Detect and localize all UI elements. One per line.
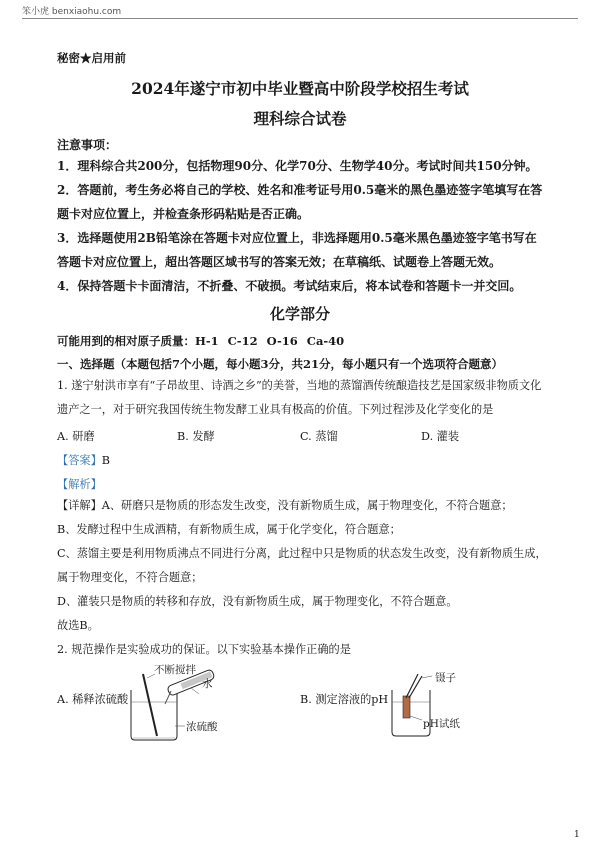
q2-option-a: A. 稀释浓硫酸: [57, 693, 129, 706]
q1-answer: [57, 452, 110, 468]
label-acid: 浓硫酸: [186, 721, 218, 733]
secret-label: 秘密★启用前: [57, 51, 126, 65]
q1-option-a: A. 研磨: [57, 430, 95, 443]
section-head: 一、选择题（本题包括7个小题，每小题3分，共21分，每小题只有一个选项符合题意）: [57, 357, 504, 371]
detail-a-text: A、研磨只是物质的形态发生改变，没有新物质生成，属于物理变化，不符合题意；: [101, 499, 513, 512]
mass-ca: Ca-40: [306, 334, 345, 348]
mass-o: O-16: [266, 334, 298, 348]
q1-detail-b: B、发酵过程中生成酒精，有新物质生成，属于化学变化，符合题意；: [57, 523, 401, 536]
header-rule: [22, 18, 578, 19]
analysis-tag: 【解析】: [57, 478, 102, 491]
q1-option-d: D. 灌装: [421, 430, 460, 443]
q1-detail-d: D、灌装只是物质的转移和存放，没有新物质生成，属于物理变化，不符合题意。: [57, 595, 458, 608]
label-ph-paper: pH试纸: [423, 718, 460, 730]
mass-h: H-1: [195, 334, 219, 348]
section-title: 化学部分: [269, 305, 330, 323]
answer-tag: 【答案】: [57, 454, 102, 467]
q1-option-c: C. 蒸馏: [300, 430, 338, 443]
q1-detail-c: C、蒸馏主要是利用物质沸点不同进行分离，此过程中只是物质的状态发生改变，没有新物质生成，属于物理变化，不符合题意；: [57, 547, 547, 584]
watermark: 笨小虎 benxiaohu.com: [22, 7, 122, 17]
q1-detail-a: [57, 494, 547, 518]
label-water: 水: [202, 678, 213, 690]
q2-stem: 2. 规范操作是实验成功的保证。以下实验基本操作正确的是: [57, 643, 351, 656]
q1-option-b: B. 发酵: [177, 430, 215, 443]
notice-item-3: 3．选择题使用2B铅笔涂在答题卡对应位置上，非选择题用0.5毫米黑色墨迹签字笔书写在答题卡对应位置上，超出答题区域书写的答案无效；在草稿纸、试题卷上答题无效。: [57, 231, 537, 269]
q2-option-b: B. 测定溶液的pH: [300, 693, 389, 706]
notice-item-4: 4．保持答题卡卡面清洁，不折叠、不破损。考试结束后，将本试卷和答题卡一并交回。: [57, 279, 522, 293]
notice-item-2: 2．答题前，考生务必将自己的学校、姓名和准考证号用0.5毫米的黑色墨迹签字笔填写在答题卡对应位置上，并检查条形码粘贴是否正确。: [57, 183, 543, 221]
exam-subtitle: 理科综合试卷: [253, 109, 347, 128]
q1-conclusion: 故选B。: [57, 619, 99, 632]
answer-value: B: [101, 454, 110, 467]
detail-tag: 【详解】: [57, 499, 102, 512]
page-number: 1: [574, 830, 580, 840]
atomic-masses-label: 可能用到的相对原子质量：: [57, 334, 195, 348]
notice-item-1: 1．理科综合共200分，包括物理90分、化学70分、生物学40分。考试时间共150分钟。: [57, 159, 538, 173]
mass-c: C-12: [227, 334, 258, 348]
atomic-masses: [57, 333, 353, 349]
q1-stem: 1. 遂宁射洪市享有“子昂故里、诗酒之乡”的美誉，当地的蒸馏酒传统酿造技艺是国家级非物质文化遗产之一，对于研究我国传统生物发酵工业具有极高的价值。下列过程涉及化学变化的是: [57, 379, 542, 416]
notice-title: 注意事项：: [57, 138, 118, 152]
exam-title: 2024年遂宁市初中毕业暨高中阶段学校招生考试: [131, 79, 469, 98]
label-tweezers: 镊子: [435, 672, 456, 684]
label-stir: 不断搅拌: [154, 664, 196, 676]
